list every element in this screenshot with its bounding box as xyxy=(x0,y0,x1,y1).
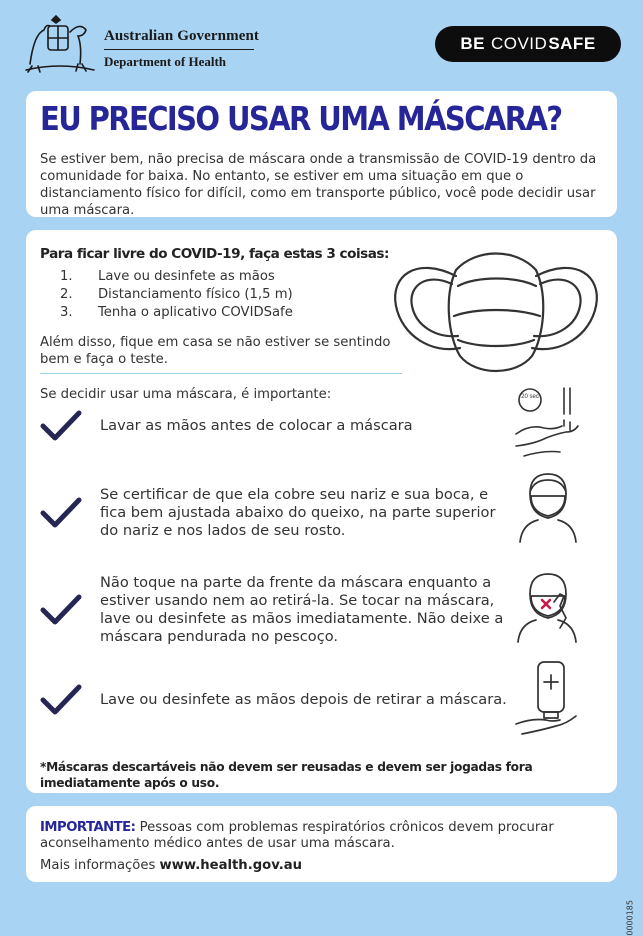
important-note xyxy=(40,820,560,852)
section-divider xyxy=(40,373,402,374)
badge-covid: COVID xyxy=(490,34,548,53)
coat-of-arms-icon xyxy=(22,14,98,74)
do-not-touch-mask-icon xyxy=(514,568,580,644)
more-info-prefix: Mais informações xyxy=(40,858,160,873)
list-item: 3. Tenha o aplicativo COVIDSafe xyxy=(60,305,293,320)
instruction-item xyxy=(40,684,510,716)
badge-be: BE xyxy=(460,34,485,53)
instruction-item xyxy=(40,486,510,540)
list-item: 1. Lave ou desinfete as mãos xyxy=(60,269,275,284)
page-title: EU PRECISO USAR UMA MÁSCARA? xyxy=(40,99,562,139)
sanitiser-dispenser-icon xyxy=(514,660,580,736)
important-label: IMPORTANTE: xyxy=(40,820,136,835)
government-logo xyxy=(22,14,259,74)
hand-washing-icon xyxy=(514,384,580,460)
gov-name: Australian Government xyxy=(104,28,260,44)
important-intro: Se decidir usar uma máscara, é importante: xyxy=(40,387,332,402)
checkmark-icon xyxy=(40,684,82,716)
disposable-mask-note: *Máscaras descartáveis não devem ser reusadas e devem ser jogadas fora imediatamente após o uso. xyxy=(40,760,533,790)
gov-divider xyxy=(104,49,254,50)
steps-heading: Para ficar livre do COVID-19, faça estas 3 coisas: xyxy=(40,246,389,262)
checkmark-icon xyxy=(40,497,82,529)
checkmark-icon xyxy=(40,594,82,626)
instruction-text: Lave ou desinfete as mãos depois de retirar a máscara. xyxy=(100,691,507,708)
instruction-item xyxy=(40,410,510,442)
timer-label: 20 sec xyxy=(521,394,539,400)
list-item: 2. Distanciamento físico (1,5 m) xyxy=(60,287,293,302)
be-covidsafe-badge xyxy=(435,26,621,62)
instruction-item xyxy=(40,574,510,646)
department-name: Department of Health xyxy=(104,54,227,69)
face-mask-icon xyxy=(386,236,606,382)
instruction-text: Lavar as mãos antes de colocar a máscara xyxy=(100,417,413,434)
instruction-text: Não toque na parte da frente da máscara enquanto a estiver usando nem ao retirá-la. Se tocar na máscara, lave ou desinfete as mãos imediatamente. Não deixe a máscara pendurada no pescoço. xyxy=(100,574,504,645)
intro-paragraph: Se estiver bem, não precisa de máscara onde a transmissão de COVID-19 dentro da comunidade for baixa. No entanto, se estiver em uma situação em que o distanciamento físico for difícil, como em transporte público, você pode decidir usar uma máscara. xyxy=(40,152,597,218)
checkmark-icon xyxy=(40,410,82,442)
intro-card xyxy=(26,91,617,217)
badge-safe: SAFE xyxy=(548,34,596,53)
stay-home-text: Além disso, fique em casa se não estiver se sentindo bem e faça o teste. xyxy=(40,335,391,367)
guidance-card xyxy=(26,230,617,793)
more-info xyxy=(40,858,302,873)
important-card xyxy=(26,806,617,882)
health-website-link[interactable]: www.health.gov.au xyxy=(159,858,303,873)
steps-list xyxy=(60,268,293,322)
instruction-text: Se certificar de que ela cobre seu nariz e sua boca, e fica bem ajustada abaixo do queixo, na parte superior do nariz e nos lados de seu rosto. xyxy=(100,486,496,539)
important-text: Pessoas com problemas respiratórios crônicos devem procurar aconselhamento médico antes de usar uma máscara. xyxy=(40,820,554,851)
person-wearing-mask-icon xyxy=(514,468,580,544)
document-code: 0000185 xyxy=(626,900,635,936)
